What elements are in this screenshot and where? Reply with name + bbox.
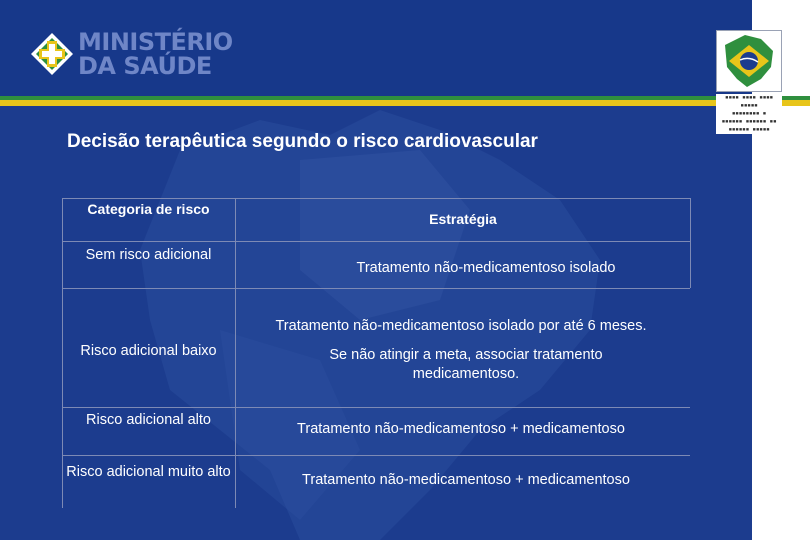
table-divider	[62, 288, 690, 289]
logo-line-1: MINISTÉRIO	[78, 28, 233, 56]
logo-line-2: DA SAÚDE	[78, 52, 212, 80]
flag-caption-line: ▪▪▪▪ ▪▪▪▪ ▪▪▪▪ ▪▪▪▪▪	[725, 94, 773, 109]
row-category: Risco adicional alto	[86, 412, 211, 428]
flag-caption	[716, 94, 782, 134]
row-category: Sem risco adicional	[85, 247, 212, 263]
row-strategy: Tratamento não-medicamentoso isolado	[356, 260, 616, 276]
header-category: Categoria de risco	[87, 201, 210, 217]
yellow-stripe	[0, 100, 810, 106]
slide-title: Decisão terapêutica segundo o risco cardiovascular	[67, 131, 538, 152]
table-column-divider	[235, 198, 236, 508]
row-category: Risco adicional baixo	[80, 343, 217, 359]
row-strategy: Tratamento não-medicamentoso + medicamentoso	[297, 421, 625, 437]
flag-caption-line: ▪▪▪▪▪▪ ▪▪▪▪▪▪ ▪▪	[721, 118, 777, 125]
table-divider	[62, 455, 690, 456]
header-strategy: Estratégia	[429, 211, 497, 227]
brazil-flag-icon	[717, 31, 781, 91]
row-strategy-line-2: Se não atingir a meta, associar tratamento medicamentoso.	[329, 347, 603, 382]
table-border-top	[62, 198, 690, 199]
row-strategy-line-1: Tratamento não-medicamentoso isolado por até 6 meses.	[275, 318, 647, 334]
row-strategy: Tratamento não-medicamentoso + medicamentoso	[302, 472, 630, 488]
brazil-flag-logo	[716, 30, 782, 92]
flag-caption-line: ▪▪▪▪▪▪▪▪ ▪	[731, 110, 767, 117]
flag-caption-line: ▪▪▪▪▪▪ ▪▪▪▪▪	[728, 126, 770, 133]
table-divider	[62, 407, 690, 408]
table-divider	[62, 241, 690, 242]
row-category: Risco adicional muito alto	[66, 464, 231, 480]
